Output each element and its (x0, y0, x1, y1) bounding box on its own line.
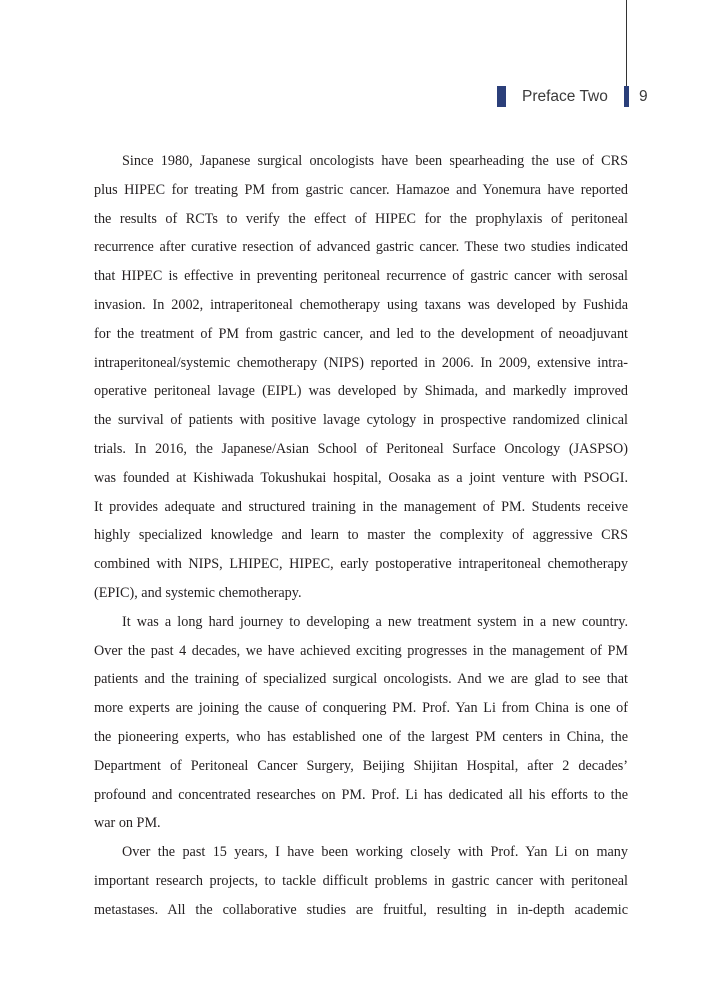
text-line: was founded at Kishiwada Tokushukai hospital, Oosaka as a joint venture with PSOGI. (94, 469, 628, 486)
header-vertical-rule (626, 0, 627, 88)
text-line: (EPIC), and systemic chemotherapy. (94, 584, 302, 601)
text-line: operative peritoneal lavage (EIPL) was developed by Shimada, and markedly improved (94, 383, 628, 400)
paragraph (94, 608, 628, 838)
text-line: Since 1980, Japanese surgical oncologists have been spearheading the use of CRS (122, 153, 628, 169)
text-line: It provides adequate and structured training in the management of PM. Students receive (94, 498, 628, 515)
text-line: for the treatment of PM from gastric cancer, and led to the development of neoadjuvant (94, 325, 628, 342)
text-line: Over the past 15 years, I have been working closely with Prof. Yan Li on many (122, 844, 628, 861)
text-line: invasion. In 2002, intraperitoneal chemotherapy using taxans was developed by Fushida (94, 296, 628, 313)
text-line: the pioneering experts, who has established one of the largest PM centers in China, the (94, 728, 628, 745)
text-line: trials. In 2016, the Japanese/Asian School of Peritoneal Surface Oncology (JASPSO) (94, 440, 628, 457)
text-line: Department of Peritoneal Cancer Surgery, Beijing Shijitan Hospital, after 2 decades’ (94, 757, 628, 774)
text-line: war on PM. (94, 815, 161, 832)
text-line: recurrence after curative resection of advanced gastric cancer. These two studies indicated (94, 239, 628, 256)
text-line: intraperitoneal/systemic chemotherapy (NIPS) reported in 2006. In 2009, extensive intra- (94, 354, 628, 371)
text-line: highly specialized knowledge and learn to master the complexity of aggressive CRS (94, 527, 628, 544)
text-line: that HIPEC is effective in preventing peritoneal recurrence of gastric cancer with serosal (94, 268, 628, 285)
page-number-marker-bar (624, 86, 629, 107)
text-line: It was a long hard journey to developing a new treatment system in a new country. (122, 613, 628, 630)
text-line: metastases. All the collaborative studies are fruitful, resulting in in-depth academic (94, 901, 628, 918)
text-line: Over the past 4 decades, we have achieved exciting progresses in the management of PM (94, 642, 628, 659)
paragraph (94, 147, 628, 608)
page-number: 9 (639, 88, 648, 105)
text-line: plus HIPEC for treating PM from gastric cancer. Hamazoe and Yonemura have reported (94, 181, 628, 198)
section-marker-bar (497, 86, 506, 107)
text-line: the survival of patients with positive lavage cytology in prospective randomized clinical (94, 412, 628, 429)
text-line: patients and the training of specialized surgical oncologists. And we are glad to see that (94, 671, 628, 688)
paragraph (94, 838, 628, 924)
text-line: the results of RCTs to verify the effect of HIPEC for the prophylaxis of peritoneal (94, 210, 628, 227)
body-text (94, 147, 628, 925)
text-line: profound and concentrated researches on PM. Prof. Li has dedicated all his efforts to the (94, 786, 628, 803)
running-header-title: Preface Two (522, 88, 608, 105)
text-line: combined with NIPS, LHIPEC, HIPEC, early postoperative intraperitoneal chemotherapy (94, 556, 628, 573)
text-line: more experts are joining the cause of conquering PM. Prof. Yan Li from China is one of (94, 700, 628, 717)
text-line: important research projects, to tackle difficult problems in gastric cancer with peritoneal (94, 872, 628, 889)
